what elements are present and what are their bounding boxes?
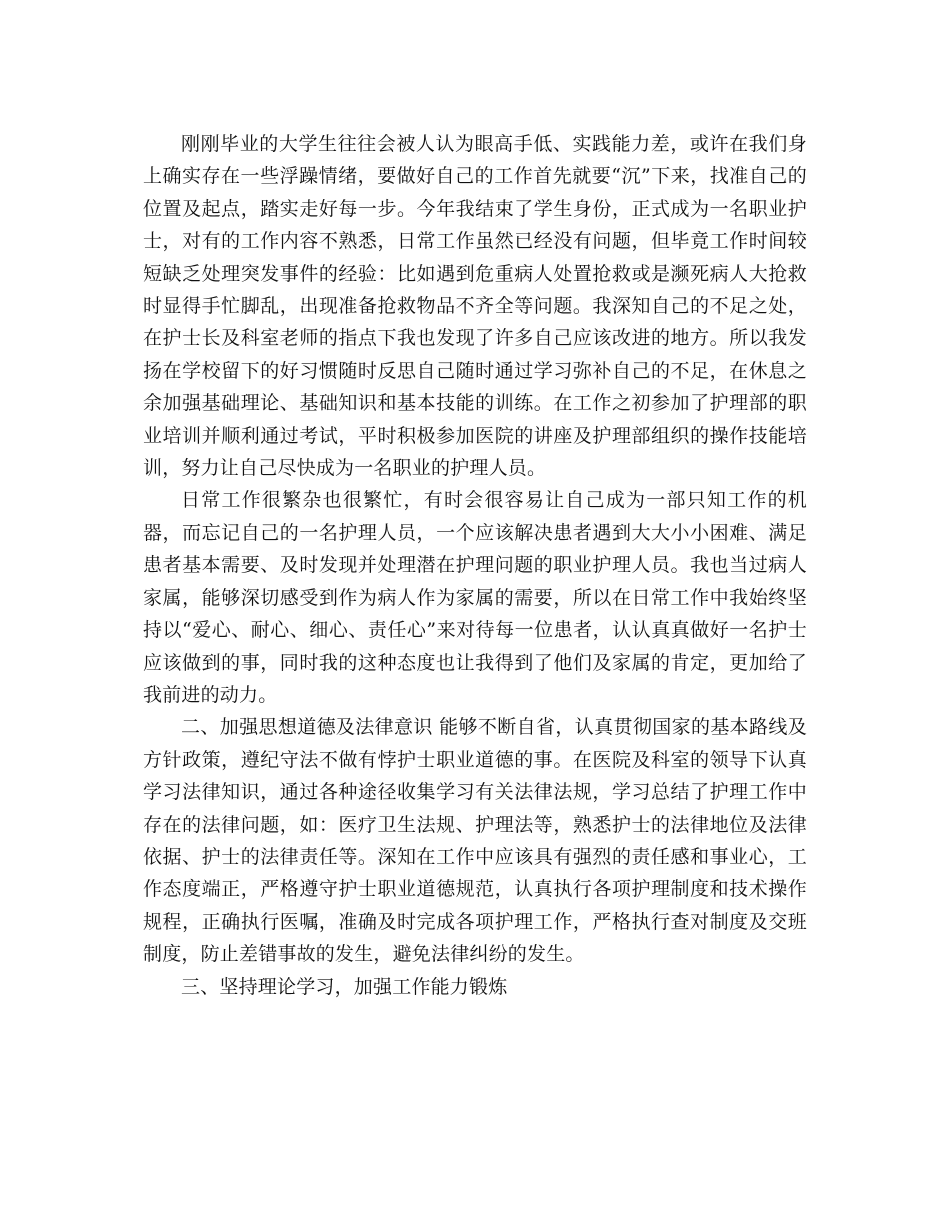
- document-body: [143, 128, 807, 1003]
- paragraph-3: 二、加强思想道德及法律意识 能够不断自省，认真贯彻国家的基本路线及方针政策，遵纪守法不做有悖护士职业道德的事。在医院及科室的领导下认真学习法律知识，通过各种途径收集学习有关法律法规，学习总结了护理工作中存在的法律问题，如：医疗卫生法规、护理法等，熟悉护士的法律地位及法律依据、护士的法律责任等。深知在工作中应该具有强烈的责任感和事业心，工作态度端正，严格遵守护士职业道德规范，认真执行各项护理制度和技术操作规程，正确执行医嘱，准确及时完成各项护理工作，严格执行查对制度及交班制度，防止差错事故的发生，避免法律纠纷的发生。: [143, 716, 807, 966]
- paragraph-2: 日常工作很繁杂也很繁忙，有时会很容易让自己成为一部只知工作的机器，而忘记自己的一名护理人员，一个应该解决患者遇到大大小小困难、满足患者基本需要、及时发现并处理潜在护理问题的职业护理人员。我也当过病人家属，能够深切感受到作为病人作为家属的需要，所以在日常工作中我始终坚持以“爱心、耐心、细心、责任心”来对待每一位患者，认认真真做好一名护士应该做到的事，同时我的这种态度也让我得到了他们及家属的肯定，更加给了我前进的动力。: [143, 489, 807, 706]
- section-heading: 三、坚持理论学习，加强工作能力锻炼: [181, 975, 508, 998]
- paragraph-1: 刚刚毕业的大学生往往会被人认为眼高手低、实践能力差，或许在我们身上确实存在一些浮躁情绪，要做好自己的工作首先就要“沉”下来，找准自己的位置及起点，踏实走好每一步。今年我结束了学生身份，正式成为一名职业护士，对有的工作内容不熟悉，日常工作虽然已经没有问题，但毕竟工作时间较短缺乏处理突发事件的经验：比如遇到危重病人处置抢救或是濒死病人大抢救时显得手忙脚乱，出现准备抢救物品不齐全等问题。我深知自己的不足之处，在护士长及科室老师的指点下我也发现了许多自己应该改进的地方。所以我发扬在学校留下的好习惯随时反思自己随时通过学习弥补自己的不足，在休息之余加强基础理论、基础知识和基本技能的训练。在工作之初参加了护理部的职业培训并顺利通过考试，平时积极参加医院的讲座及护理部组织的操作技能培训，努力让自己尽快成为一名职业的护理人员。: [143, 133, 807, 480]
